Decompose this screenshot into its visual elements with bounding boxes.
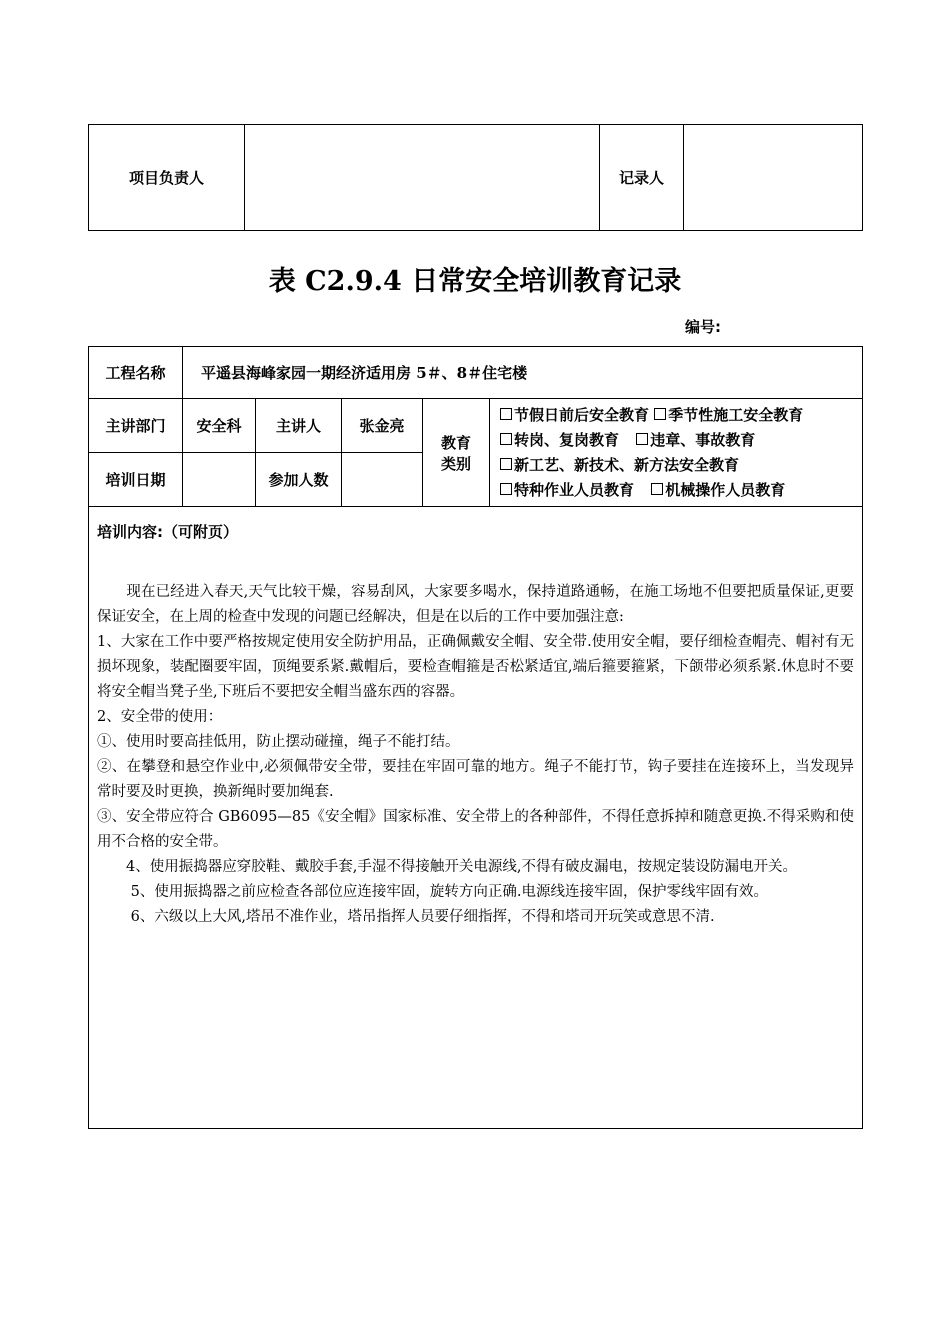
checkbox-new-methods[interactable] — [500, 458, 512, 470]
option-special-ops: 特种作业人员教育 — [514, 480, 635, 499]
checkbox-seasonal[interactable] — [654, 408, 666, 420]
option-violation: 违章、事故教育 — [650, 430, 756, 449]
category-options — [490, 399, 863, 507]
content-paragraph: 现在已经进入春天,天气比较干燥，容易刮风，大家要多喝水，保持道路通畅，在施工场地不但要把质量保证,更要保证安全，在上周的检查中发现的问题已经解决，但是在以后的工作中要加强注意: — [97, 584, 854, 625]
recorder-label: 记录人 — [600, 125, 684, 231]
checkbox-transfer[interactable] — [500, 433, 512, 445]
content-paragraph: 5、使用振捣器之前应检查各部位应连接牢固，旋转方向正确.电源线连接牢固，保护零线牢固有效。 — [97, 884, 768, 900]
option-holiday: 节假日前后安全教育 — [514, 405, 650, 424]
speaker-label: 主讲人 — [256, 399, 342, 453]
project-name-value: 平遥县海峰家园一期经济适用房 5＃、8＃住宅楼 — [183, 347, 863, 399]
category-label-line2: 类别 — [440, 454, 471, 473]
page-title: 表 C2.9.4 日常安全培训教育记录 — [268, 266, 682, 297]
participants-field[interactable] — [342, 453, 423, 507]
category-label — [423, 399, 490, 507]
date-label: 培训日期 — [89, 453, 183, 507]
checkbox-violation[interactable] — [636, 433, 648, 445]
content-paragraph: ③、安全带应符合 GB6095—85《安全帽》国家标准、安全带上的各种部件，不得任意拆掉和随意更换.不得采购和使用不合格的安全带。 — [97, 809, 854, 850]
project-manager-label: 项目负责人 — [89, 125, 245, 231]
content-paragraph: ②、在攀登和悬空作业中,必须佩带安全带，要挂在牢固可靠的地方。绳子不能打节，钩子要挂在连接环上，当发现异常时要及时更换，换新绳时要加绳套. — [97, 759, 854, 800]
checkbox-holiday[interactable] — [500, 408, 512, 420]
category-label-line1: 教育 — [440, 433, 471, 452]
dept-label: 主讲部门 — [89, 399, 183, 453]
content-paragraph: 2、安全带的使用： — [97, 709, 223, 725]
option-transfer: 转岗、复岗教育 — [514, 430, 620, 449]
option-seasonal: 季节性施工安全教育 — [668, 405, 804, 424]
recorder-field[interactable] — [684, 125, 863, 231]
training-content-cell — [89, 507, 863, 1129]
participants-label: 参加人数 — [256, 453, 342, 507]
dept-value: 安全科 — [183, 399, 256, 453]
content-heading: 培训内容:（可附页） — [97, 523, 238, 541]
doc-number-label: 编号: — [685, 318, 721, 336]
content-paragraph: 1、大家在工作中要严格按规定使用安全防护用品，正确佩戴安全帽、安全带.使用安全帽，要仔细检查帽壳、帽衬有无损坏现象，装配圈要牢固，顶绳要系紧.戴帽后，要检查帽箍是否松紧适宜,端后箍要箍紧，下颌带必须系紧.休息时不要将安全帽当凳子坐,下班后不要把安全帽当盛东西的容器。 — [97, 634, 854, 700]
content-paragraph: ①、使用时要高挂低用，防止摆动碰撞，绳子不能打结。 — [97, 734, 460, 750]
project-name-label: 工程名称 — [89, 347, 183, 399]
content-paragraph: 4、使用振捣器应穿胶鞋、戴胶手套,手湿不得接触开关电源线,不得有破皮漏电，按规定装设防漏电开关。 — [97, 859, 797, 875]
option-new-methods: 新工艺、新技术、新方法安全教育 — [514, 455, 740, 474]
speaker-value: 张金亮 — [342, 399, 423, 453]
signature-table — [88, 124, 863, 231]
category-row — [500, 403, 862, 428]
project-manager-field[interactable] — [245, 125, 600, 231]
content-paragraph: 6、六级以上大风,塔吊不准作业，塔吊指挥人员要仔细指挥，不得和塔司开玩笑或意思不清. — [97, 909, 715, 925]
checkbox-special-ops[interactable] — [500, 483, 512, 495]
date-field[interactable] — [183, 453, 256, 507]
checkbox-machinery[interactable] — [651, 483, 663, 495]
option-machinery: 机械操作人员教育 — [665, 480, 786, 499]
training-record-form — [88, 346, 863, 1129]
category-row — [500, 428, 862, 453]
category-row — [500, 453, 862, 478]
category-row — [500, 478, 862, 503]
